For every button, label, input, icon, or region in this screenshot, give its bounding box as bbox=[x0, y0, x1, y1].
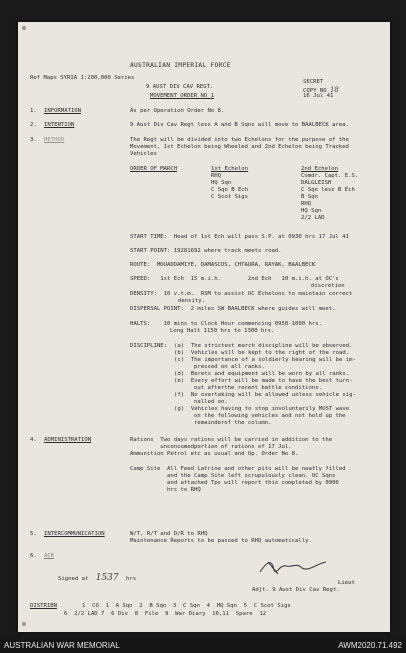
signed-at-row bbox=[58, 573, 136, 584]
discipline-list bbox=[174, 343, 356, 427]
section-3-heading: METHOD bbox=[44, 137, 65, 143]
list-item: (a) The strictest march discipline will be observed. bbox=[174, 343, 353, 349]
secret-marking: SECRET bbox=[303, 79, 324, 85]
section-5-number: 5. bbox=[30, 531, 37, 537]
rations-line: Rations Two days rations will be carried in addition to the bbox=[130, 437, 333, 443]
echelon-2-item: HQ Sqn bbox=[301, 207, 322, 214]
discipline-label: DISCIPLINE: bbox=[130, 343, 168, 349]
intercomm-line: W/T, R/T and D/R to RHQ bbox=[130, 531, 208, 537]
echelon-2-item: RHQ bbox=[301, 200, 312, 207]
section-1-heading: INFORMATION bbox=[44, 108, 82, 114]
ref-maps: Ref Maps SYRIA 1:200,000 Series bbox=[30, 75, 135, 81]
institution-name: AUSTRALIAN WAR MEMORIAL bbox=[4, 641, 120, 650]
start-time: START TIME: Head of 1st Ech will pass S.P. at 0930 hrs 17 Jul 41 bbox=[130, 234, 349, 240]
pin-hole-icon bbox=[22, 26, 26, 30]
section-4-number: 4. bbox=[30, 437, 37, 443]
signatory-appointment: Adjt. 9 Aust Div Cav Regt. bbox=[252, 587, 340, 593]
section-2-text: 9 Aust Div Cav Regt less A and B Sqns will move to BAALBECK area. bbox=[130, 122, 349, 128]
halts-continued: Long Halt 1150 hrs to 1300 hrs. bbox=[170, 328, 275, 334]
halts: HALTS: 10 mins to Clock Hour commencing 0950-1000 hrs. bbox=[130, 321, 322, 327]
copy-number: 18 bbox=[329, 86, 339, 94]
echelon-2-item: DALGLEISH bbox=[301, 179, 332, 186]
copy-label: COPY NO bbox=[303, 88, 327, 94]
echelon-1-item: C Scot Sigs bbox=[211, 193, 249, 200]
echelon-2-item: Comdr. Capt. E.S. bbox=[301, 172, 359, 179]
echelon-1-item: HQ Sqn bbox=[211, 179, 232, 186]
method-intro-line: Vehicles bbox=[130, 151, 157, 157]
section-6-heading: ACK bbox=[44, 553, 55, 559]
signed-time: 1537 bbox=[95, 573, 119, 583]
list-item: (b) Vehicles will be kept to the right of the road. bbox=[174, 349, 350, 356]
document-page bbox=[18, 22, 390, 632]
list-item: (f) No overtaking will be allowed unless vehicle sig- nalled on. bbox=[174, 391, 356, 405]
rations-line: unconsumedportion of rations of 17 Jul. bbox=[130, 444, 292, 450]
signatory-rank: Lieut bbox=[338, 580, 355, 586]
accession-number: AWM2020.71.492 bbox=[338, 641, 402, 650]
list-item: (d) Berets and equipment will be worn by all ranks. bbox=[174, 370, 350, 377]
camp-site-line: and the Camp Site left scrupulously clean. OC Sqns bbox=[130, 473, 336, 479]
list-item: (e) Every effort will be made to have the best turn- out afterthe recent battle conditions. bbox=[174, 377, 353, 391]
list-item: (g) Vehicles having to stop involuntarily MUST wave on the following vehicles and not hold up the remainderof the column. bbox=[174, 405, 350, 426]
echelon-1-item: RHQ bbox=[211, 172, 222, 179]
document-title: AUSTRALIAN IMPERIAL FORCE bbox=[130, 62, 231, 69]
order-date: 16 Jul 41 bbox=[303, 93, 334, 99]
list-item: (c) The importance of a soldierly bearing will be im- pressed on all ranks. bbox=[174, 356, 356, 370]
section-1-text: As per Operation Order No 8. bbox=[130, 108, 225, 114]
section-2-number: 2. bbox=[30, 122, 37, 128]
echelon-1-list bbox=[211, 166, 248, 201]
start-point: START POINT: 19281692 where track meets road. bbox=[130, 248, 282, 254]
route: ROUTE: MOUADDAMIYE, DAMASCUS, CHTAURA, RAYAK, BAALBECK bbox=[130, 262, 316, 268]
rations-line: Ammunition Petrol etc as usual and Op. Order No 8. bbox=[130, 451, 299, 457]
speed-continued: discretion bbox=[311, 283, 345, 289]
camp-site-line: Camp Site All Feed Latrine and other pits will be neatly filled bbox=[130, 466, 346, 472]
distribution-line: 6 2/2 LAD 7 6 Div 8 File 9 War Diary 10,11 Spare 12 bbox=[64, 611, 267, 617]
section-1-number: 1. bbox=[30, 108, 37, 114]
intercomm-line: Maintenance Reports to be passed to RHQ automatically. bbox=[130, 538, 312, 544]
order-title: MOVEMENT ORDER NO 1 bbox=[150, 93, 214, 99]
echelon-2-item: C Sqn less B Ech bbox=[301, 186, 355, 193]
hrs-label: hrs bbox=[125, 576, 137, 582]
echelon-2-item: B Sqn bbox=[301, 193, 318, 200]
echelon-2-item: 2nd Echelon bbox=[301, 166, 339, 172]
unit-name: 9 AUST DIV CAV REGT. bbox=[146, 84, 214, 90]
density-continued: density. bbox=[178, 298, 205, 304]
camp-site-line: hrs to RHQ bbox=[130, 487, 201, 493]
method-intro-line: Movement, 1st Echelon being Wheeled and 2nd Echelon being Tracked bbox=[130, 144, 349, 150]
section-3-number: 3. bbox=[30, 137, 37, 143]
distribution-label: DISTRIBN bbox=[30, 603, 57, 609]
archive-footer bbox=[0, 639, 406, 653]
distribution-line: 1 CO 1 A Sqn 2 B Sqn 3 C Sqn 4 HQ Sqn 5 C Scot Sigs bbox=[82, 603, 291, 609]
echelon-1-item: 1st Echelon bbox=[211, 166, 249, 172]
section-5-heading: INTERCOMMUNICATION bbox=[44, 531, 105, 537]
speed: SPEED: 1st Ech 15 m.i.h. 2nd Ech 10 m.i.h. at OC's bbox=[130, 276, 339, 282]
method-intro-line: The Regt will be divided into two Echelons for the purpose of the bbox=[130, 137, 349, 143]
camp-site-line: and attached Tps will report this completed by 0900 bbox=[130, 480, 339, 486]
signed-label: Signed at bbox=[58, 576, 89, 582]
echelon-2-list bbox=[301, 166, 358, 222]
dispersal-point: DISPERSAL POINT: 2 miles SW BAALBECK where guides will meet. bbox=[130, 306, 336, 312]
order-of-march-label: ORDER OF MARCH bbox=[130, 166, 178, 172]
section-4-heading: ADMINISTRATION bbox=[44, 437, 92, 443]
density: DENSITY: 10 v.t.m. RSM to assist OC Echelons to maintain correct bbox=[130, 291, 353, 297]
pin-hole-icon bbox=[22, 622, 26, 626]
echelon-1-item: C Sqn B Ech bbox=[211, 186, 249, 193]
section-2-heading: INTENTION bbox=[44, 122, 75, 128]
signature-scribble-icon bbox=[258, 556, 328, 578]
section-6-number: 6. bbox=[30, 553, 37, 559]
echelon-2-item: 2/2 LAD bbox=[301, 214, 325, 221]
